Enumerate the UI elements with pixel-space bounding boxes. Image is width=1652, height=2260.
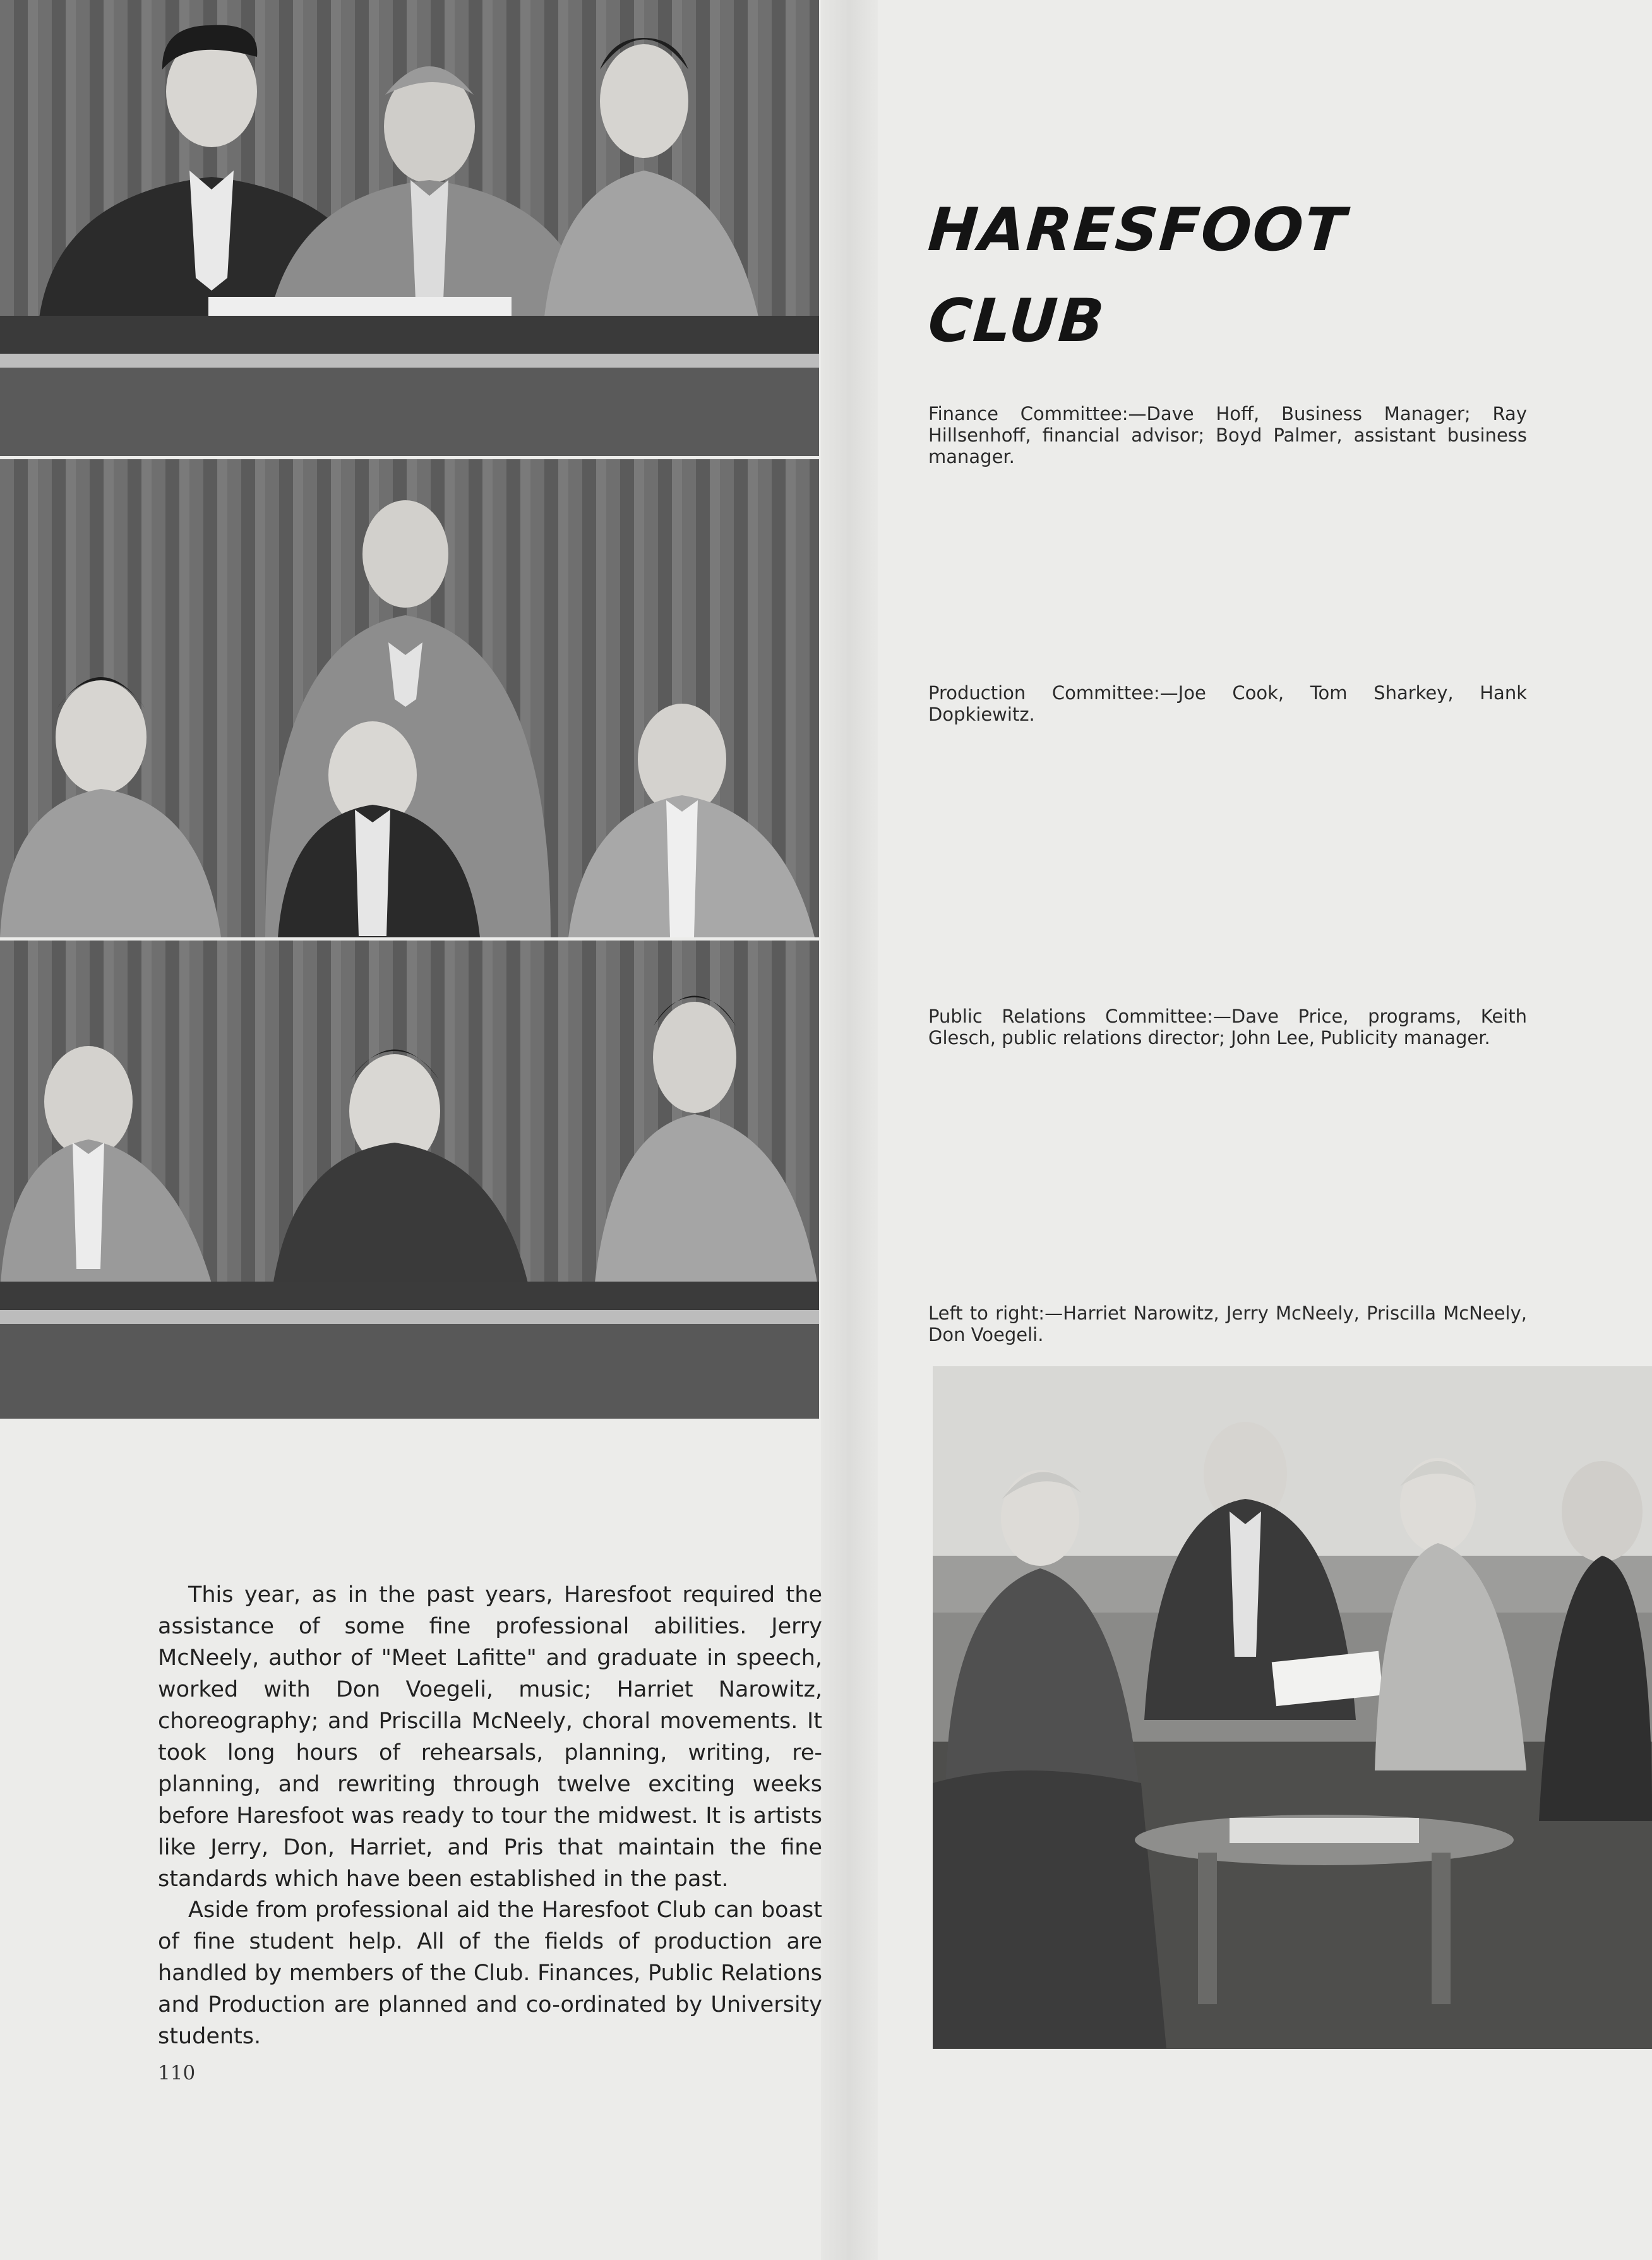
professionals-group-photo bbox=[933, 1366, 1652, 2049]
finance-photo-figures bbox=[0, 0, 819, 456]
page-number: 110 bbox=[158, 2062, 196, 2084]
public-relations-committee-photo bbox=[0, 941, 819, 1419]
page-gutter bbox=[821, 0, 878, 2260]
group-photo-caption: Left to right:—Harriet Narowitz, Jerry McNeely, Priscilla McNeely, Don Voegeli. bbox=[928, 1302, 1527, 1345]
public-relations-caption: Public Relations Committee:—Dave Price, programs, Keith Glesch, public relations director; John Lee, Publicity manager. bbox=[928, 1006, 1527, 1049]
club-title-line-2: CLUB bbox=[926, 287, 1108, 356]
group-photo-figures bbox=[933, 1366, 1652, 2049]
pr-photo-figures bbox=[0, 941, 819, 1419]
body-paragraph-professionals: This year, as in the past years, Haresfoot required the assistance of some fine professional abilities. Jerry McNeely, author of "Meet Lafitte" and graduate in speech, worked with Don Voegeli, music; Harriet Narowitz, choreography; and Priscilla McNeely, choral movements. It took long hours of rehearsals, planning, writing, re-planning, and rewriting through twelve exciting weeks before Haresfoot was ready to tour the midwest. It is artists like Jerry, Don, Harriet, and Pris that maintain the fine standards which have been established in the past. bbox=[158, 1582, 822, 1892]
club-title-line-1: HARESFOOT bbox=[926, 196, 1349, 265]
production-committee-caption: Production Committee:—Joe Cook, Tom Sharkey, Hank Dopkiewitz. bbox=[928, 682, 1527, 725]
production-photo-figures bbox=[0, 459, 819, 937]
finance-committee-caption: Finance Committee:—Dave Hoff, Business Manager; Ray Hillsenhoff, financial advisor; Boyd Palmer, assistant business manager. bbox=[928, 403, 1527, 467]
finance-committee-photo bbox=[0, 0, 819, 456]
body-paragraph-student-help: Aside from professional aid the Haresfoot Club can boast of fine student help. All of the fields of production are handled by members of the Club. Finances, Public Relations and Production are planned and co-ordinated by University students. bbox=[158, 1897, 822, 2049]
production-committee-photo bbox=[0, 459, 819, 937]
